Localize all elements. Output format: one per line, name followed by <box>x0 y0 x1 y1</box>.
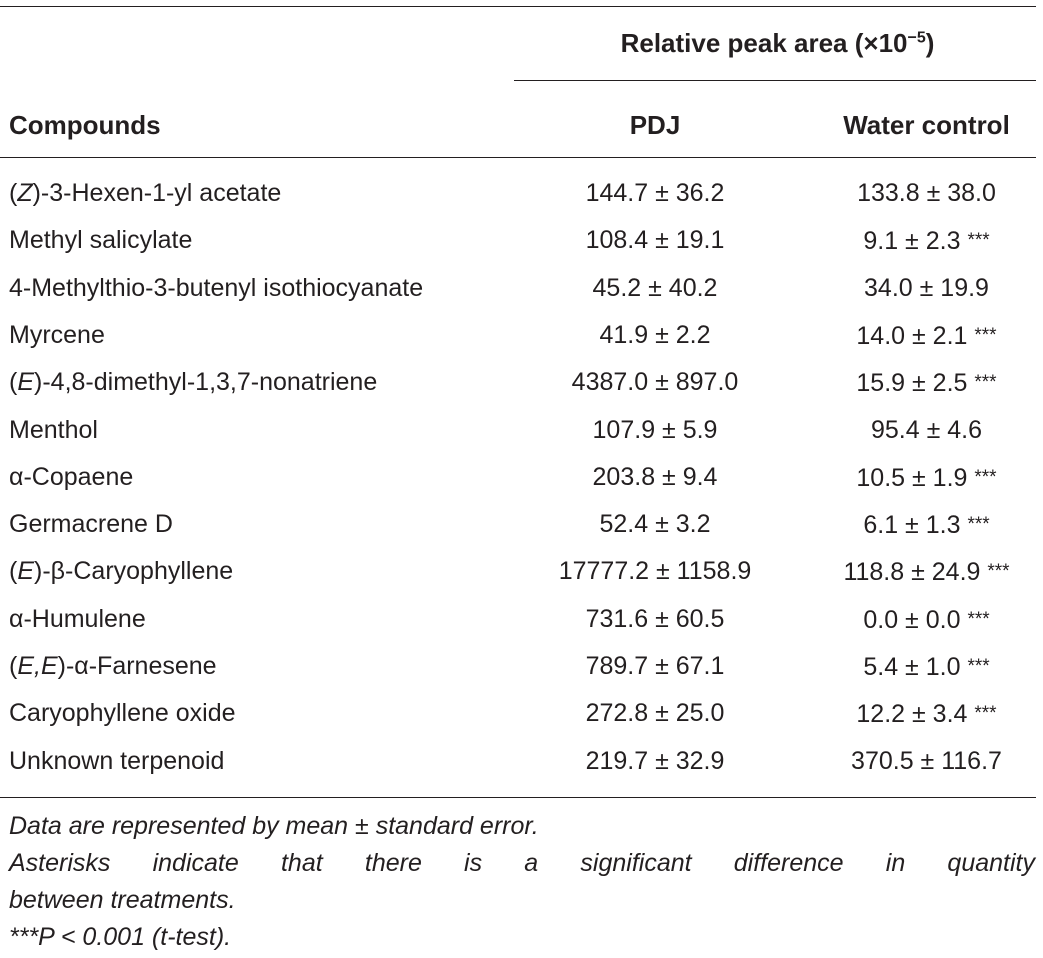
compound-name-main: 4-Methylthio-3-butenyl isothiocyanate <box>9 273 424 302</box>
bottom-rule <box>0 797 1036 798</box>
pdj-value: 144.7 ± 36.2 <box>585 179 725 207</box>
pdj-value: 108.4 ± 19.1 <box>585 226 725 255</box>
column-group-exponent: −5 <box>907 29 926 47</box>
compound-name-main: Methyl salicylate <box>9 226 193 255</box>
compound-name-main: )-4,8-dimethyl-1,3,7-nonatriene <box>34 368 378 397</box>
compound-name <box>9 548 233 595</box>
top-rule <box>0 6 1036 7</box>
water-control-cell <box>810 359 1043 407</box>
table-row <box>0 548 1043 595</box>
water-control-value: 10.5 ± 1.9 <box>856 463 968 492</box>
compound-name-prefix: ( <box>9 368 18 397</box>
significance-marker: *** <box>967 514 990 536</box>
compound-name <box>9 170 281 217</box>
table-row <box>0 170 1043 217</box>
significance-marker: *** <box>974 466 997 488</box>
compound-name <box>9 265 423 312</box>
column-header-compounds: Compounds <box>9 110 161 140</box>
compound-name <box>9 690 236 737</box>
water-control-value: 15.9 ± 2.5 <box>856 369 968 398</box>
compound-name-prefix: ( <box>9 179 18 207</box>
compound-name-main: Unknown terpenoid <box>9 746 225 775</box>
column-group-header <box>520 28 1035 58</box>
table-row <box>0 690 1043 737</box>
compound-name-stereo: Z <box>17 179 33 207</box>
water-control-cell <box>810 643 1043 691</box>
significance-marker: *** <box>974 372 997 394</box>
footnote-asterisks-line2: between treatments. <box>9 886 236 914</box>
water-control-value: 95.4 ± 4.6 <box>870 415 983 444</box>
group-underline <box>514 80 1036 81</box>
significance-marker: *** <box>967 656 990 677</box>
pdj-value: 203.8 ± 9.4 <box>592 462 718 491</box>
compound-name-prefix: ( <box>9 652 18 680</box>
significance-marker: *** <box>974 324 997 346</box>
water-control-value: 34.0 ± 19.9 <box>864 273 989 302</box>
pdj-value: 272.8 ± 25.0 <box>585 699 725 728</box>
table-row <box>0 596 1043 643</box>
significance-marker: *** <box>987 561 1010 583</box>
column-group-close: ) <box>925 28 935 58</box>
column-header-pdj: PDJ <box>629 110 681 140</box>
water-control-value: 0.0 ± 0.0 <box>863 605 961 634</box>
significance-marker: *** <box>967 230 990 252</box>
water-control-cell <box>810 454 1043 502</box>
compound-name-main: )-3-Hexen-1-yl acetate <box>32 179 282 207</box>
compound-name <box>9 501 173 548</box>
table-row <box>0 407 1043 454</box>
pdj-value: 17777.2 ± 1158.9 <box>558 557 752 586</box>
table-row <box>0 265 1043 312</box>
water-control-cell <box>810 407 1043 454</box>
water-control-value: 14.0 ± 2.1 <box>856 321 968 350</box>
compound-name-main: Caryophyllene oxide <box>9 699 236 728</box>
water-control-value: 12.2 ± 3.4 <box>856 700 968 729</box>
compound-name-main: α-Humulene <box>9 604 146 633</box>
compound-name <box>9 454 133 501</box>
water-control-value: 6.1 ± 1.3 <box>863 511 961 540</box>
compound-name-prefix: ( <box>9 557 18 586</box>
water-control-cell <box>810 596 1043 644</box>
water-control-cell <box>810 548 1043 596</box>
compound-name-main: Menthol <box>9 415 98 444</box>
water-control-value: 5.4 ± 1.0 <box>863 653 961 681</box>
pdj-value: 41.9 ± 2.2 <box>599 320 711 349</box>
compound-name <box>9 596 146 643</box>
compound-name-stereo: E <box>17 368 35 397</box>
compound-name <box>9 643 217 690</box>
water-control-value: 118.8 ± 24.9 <box>843 558 981 587</box>
compound-name <box>9 217 192 264</box>
water-control-cell <box>810 170 1043 217</box>
significance-marker: *** <box>974 703 997 725</box>
table-row <box>0 738 1043 785</box>
compound-name-main: Myrcene <box>9 320 105 349</box>
table-row <box>0 217 1043 264</box>
compound-name <box>9 359 377 406</box>
pdj-value: 4387.0 ± 897.0 <box>571 368 739 397</box>
water-control-value: 133.8 ± 38.0 <box>857 179 996 207</box>
table-row <box>0 359 1043 406</box>
water-control-cell <box>810 217 1043 265</box>
pdj-value: 52.4 ± 3.2 <box>599 510 711 539</box>
column-header-water-control: Water control <box>843 110 1010 140</box>
pdj-value: 45.2 ± 40.2 <box>592 273 718 302</box>
compound-name-main: )-α-Farnesene <box>57 652 217 680</box>
water-control-value: 370.5 ± 116.7 <box>851 746 1002 775</box>
compound-name-stereo: E,E <box>17 652 58 680</box>
water-control-cell <box>810 501 1043 549</box>
significance-marker: *** <box>967 608 990 630</box>
header-rule <box>0 157 1036 158</box>
pdj-value: 219.7 ± 32.9 <box>585 746 725 775</box>
compound-name-main: )-β-Caryophyllene <box>34 557 234 586</box>
pdj-value: 731.6 ± 60.5 <box>585 604 725 633</box>
pdj-value: 107.9 ± 5.9 <box>592 415 718 444</box>
table-row <box>0 454 1043 501</box>
footnote-mean-se: Data are represented by mean ± standard error. <box>9 812 539 840</box>
pdj-value: 789.7 ± 67.1 <box>585 652 725 680</box>
water-control-cell <box>810 690 1043 738</box>
compound-name-stereo: E <box>17 557 35 586</box>
water-control-cell <box>810 265 1043 312</box>
compound-name-main: α-Copaene <box>9 462 134 491</box>
compound-name-main: Germacrene D <box>9 510 173 539</box>
column-group-label: Relative peak area (×10 <box>620 28 908 58</box>
compound-name <box>9 407 98 454</box>
footnote-pvalue: ***P < 0.001 (t-test). <box>9 923 232 951</box>
water-control-cell <box>810 312 1043 360</box>
footnote-asterisks-line1: Asterisks indicate that there is a significant difference in quantity <box>9 849 1035 877</box>
table-row <box>0 501 1043 548</box>
water-control-value: 9.1 ± 2.3 <box>863 227 961 256</box>
table-row <box>0 312 1043 359</box>
compound-name <box>9 312 105 359</box>
table-row <box>0 643 1043 690</box>
compound-name <box>9 738 224 785</box>
water-control-cell <box>810 738 1043 785</box>
